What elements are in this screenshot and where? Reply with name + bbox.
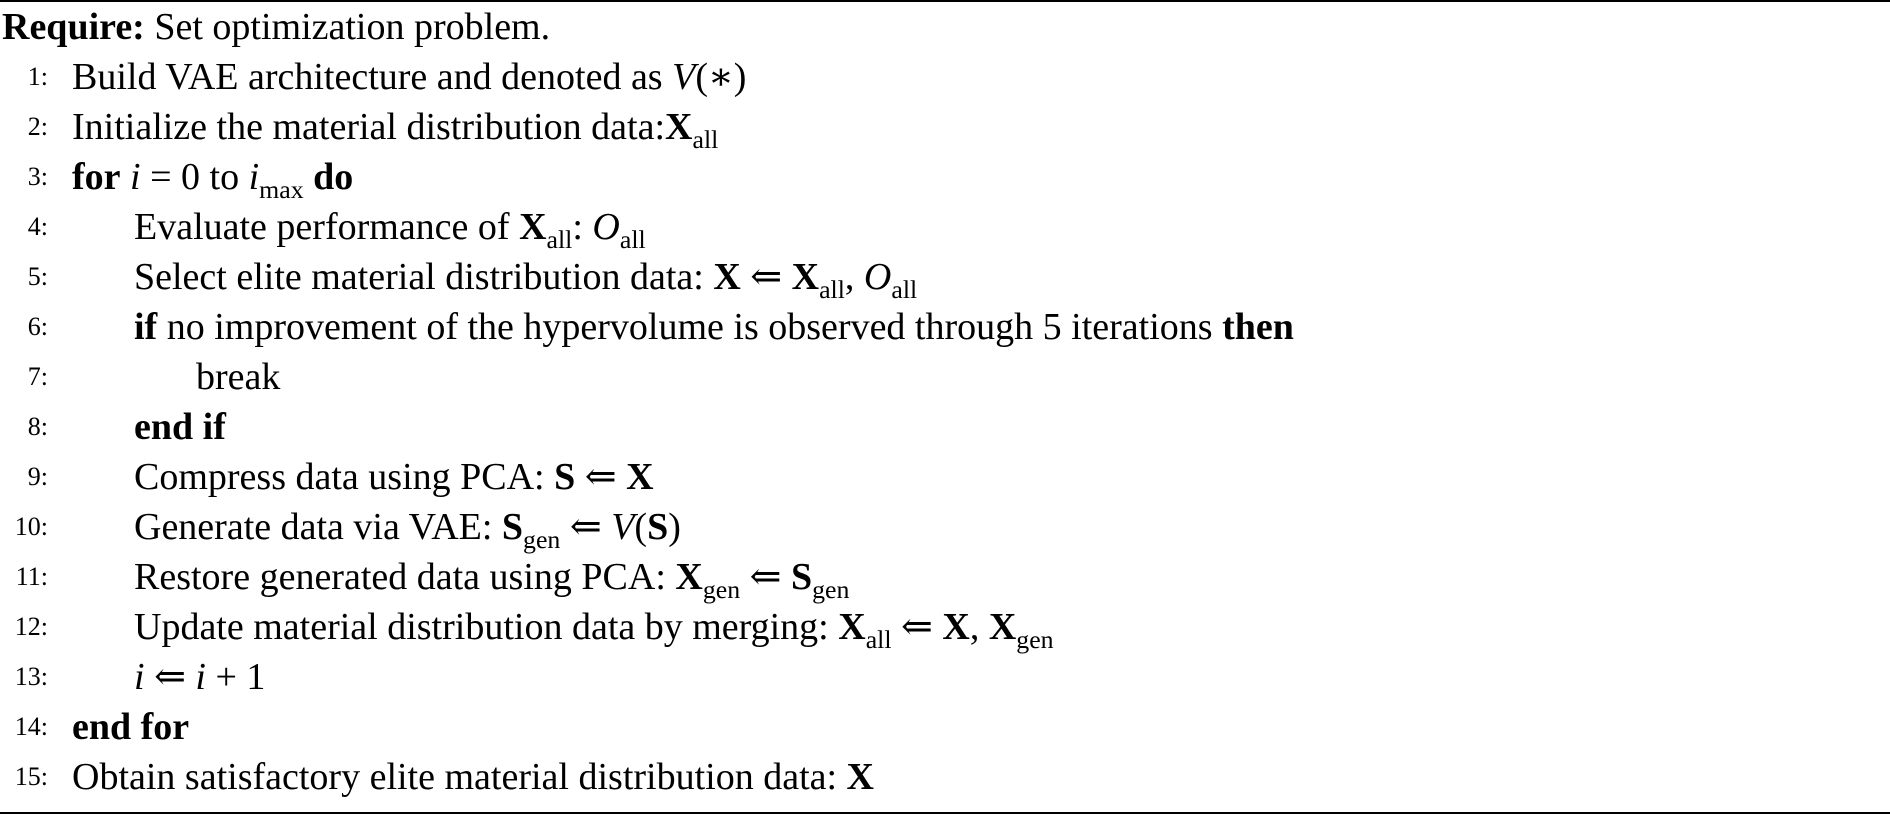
keyword-then: then — [1222, 306, 1294, 348]
math-subscript: all — [619, 225, 646, 255]
statement-text: Select elite material distribution data: — [134, 256, 714, 298]
math-symbol: X — [665, 106, 693, 148]
statement-text: break — [196, 356, 281, 398]
math-symbol: X — [846, 756, 874, 798]
math-text: , — [844, 256, 864, 298]
math-subscript: gen — [523, 525, 561, 555]
math-symbol: X — [838, 606, 866, 648]
math-operator: ⇐ — [144, 656, 196, 698]
line-number: 13: — [14, 662, 48, 691]
statement-text: : — [572, 206, 593, 248]
math-symbol: V — [611, 506, 635, 548]
line-number: 14: — [14, 712, 48, 741]
math-symbol: i — [130, 156, 141, 198]
math-symbol: X — [791, 256, 820, 298]
line-number: 4: — [27, 212, 48, 241]
math-symbol: O — [592, 206, 620, 248]
math-symbol: S — [790, 556, 813, 598]
math-text: ( — [634, 506, 648, 548]
line-number: 3: — [27, 162, 48, 191]
keyword-if: if — [134, 306, 158, 348]
math-symbol: i — [134, 656, 145, 698]
math-text: ) — [668, 506, 681, 548]
math-subscript: all — [819, 275, 845, 305]
line-number: 7: — [27, 362, 48, 391]
math-text: (∗) — [695, 56, 747, 98]
math-subscript: gen — [702, 575, 741, 605]
math-symbol: X — [519, 206, 547, 248]
line-number: 11: — [15, 562, 48, 591]
math-subscript: all — [865, 625, 892, 655]
statement-text: Evaluate performance of — [134, 206, 520, 248]
math-operator: ⇐ — [891, 606, 943, 648]
math-symbol: X — [713, 256, 741, 298]
statement-text: Obtain satisfactory elite material distribution data: — [72, 756, 847, 798]
statement-text: Build VAE architecture and denoted as — [72, 56, 673, 98]
line-number: 2: — [27, 112, 48, 141]
math-symbol: O — [863, 256, 892, 298]
statement-text: Initialize the material distribution data: — [72, 106, 666, 148]
line-number: 15: — [14, 762, 48, 791]
keyword-for: for — [72, 156, 121, 198]
line-number: 8: — [27, 412, 48, 441]
math-symbol: X — [675, 556, 703, 598]
math-symbol: X — [626, 456, 654, 498]
line-number: 6: — [27, 312, 48, 341]
math-symbol: S — [647, 506, 669, 548]
math-subscript: all — [692, 125, 719, 155]
math-subscript: gen — [812, 575, 850, 605]
math-symbol: S — [554, 456, 576, 498]
math-symbol: i — [195, 656, 206, 698]
math-symbol: V — [672, 56, 696, 98]
math-subscript: max — [259, 175, 304, 205]
keyword-do: do — [313, 156, 354, 198]
math-subscript: gen — [1016, 625, 1054, 655]
line-number: 12: — [14, 612, 48, 641]
math-symbol: i — [248, 156, 260, 198]
math-subscript: all — [891, 275, 918, 305]
statement-text: Restore generated data using PCA: — [134, 556, 676, 598]
statement-text: Generate data via VAE: — [134, 506, 502, 548]
math-symbol: X — [988, 606, 1017, 648]
math-text: + 1 — [205, 656, 266, 698]
keyword-end-if: end if — [134, 406, 226, 448]
math-symbol: X — [942, 606, 970, 648]
statement-text: no improvement of the hypervolume is observed through 5 iterations — [157, 306, 1223, 348]
math-operator: ⇐ — [740, 556, 791, 598]
line-number: 10: — [14, 512, 48, 541]
line-number: 5: — [27, 262, 48, 291]
statement-text: Compress data using PCA: — [134, 456, 555, 498]
line-number: 1: — [27, 62, 48, 91]
require-text: Set optimization problem. — [154, 6, 551, 48]
math-operator: ⇐ — [560, 506, 612, 548]
statement-text: Update material distribution data by merging: — [134, 606, 839, 648]
math-operator: ⇐ — [575, 456, 627, 498]
math-subscript: all — [546, 225, 573, 255]
math-operator: ⇐ — [740, 256, 792, 298]
line-number: 9: — [27, 462, 48, 491]
math-symbol: S — [501, 506, 524, 548]
math-text: , — [969, 606, 989, 648]
statement-text: = 0 to — [140, 156, 249, 198]
keyword-end-for: end for — [72, 706, 190, 748]
bottom-rule — [0, 812, 1890, 814]
require-label: Require: — [2, 6, 145, 48]
